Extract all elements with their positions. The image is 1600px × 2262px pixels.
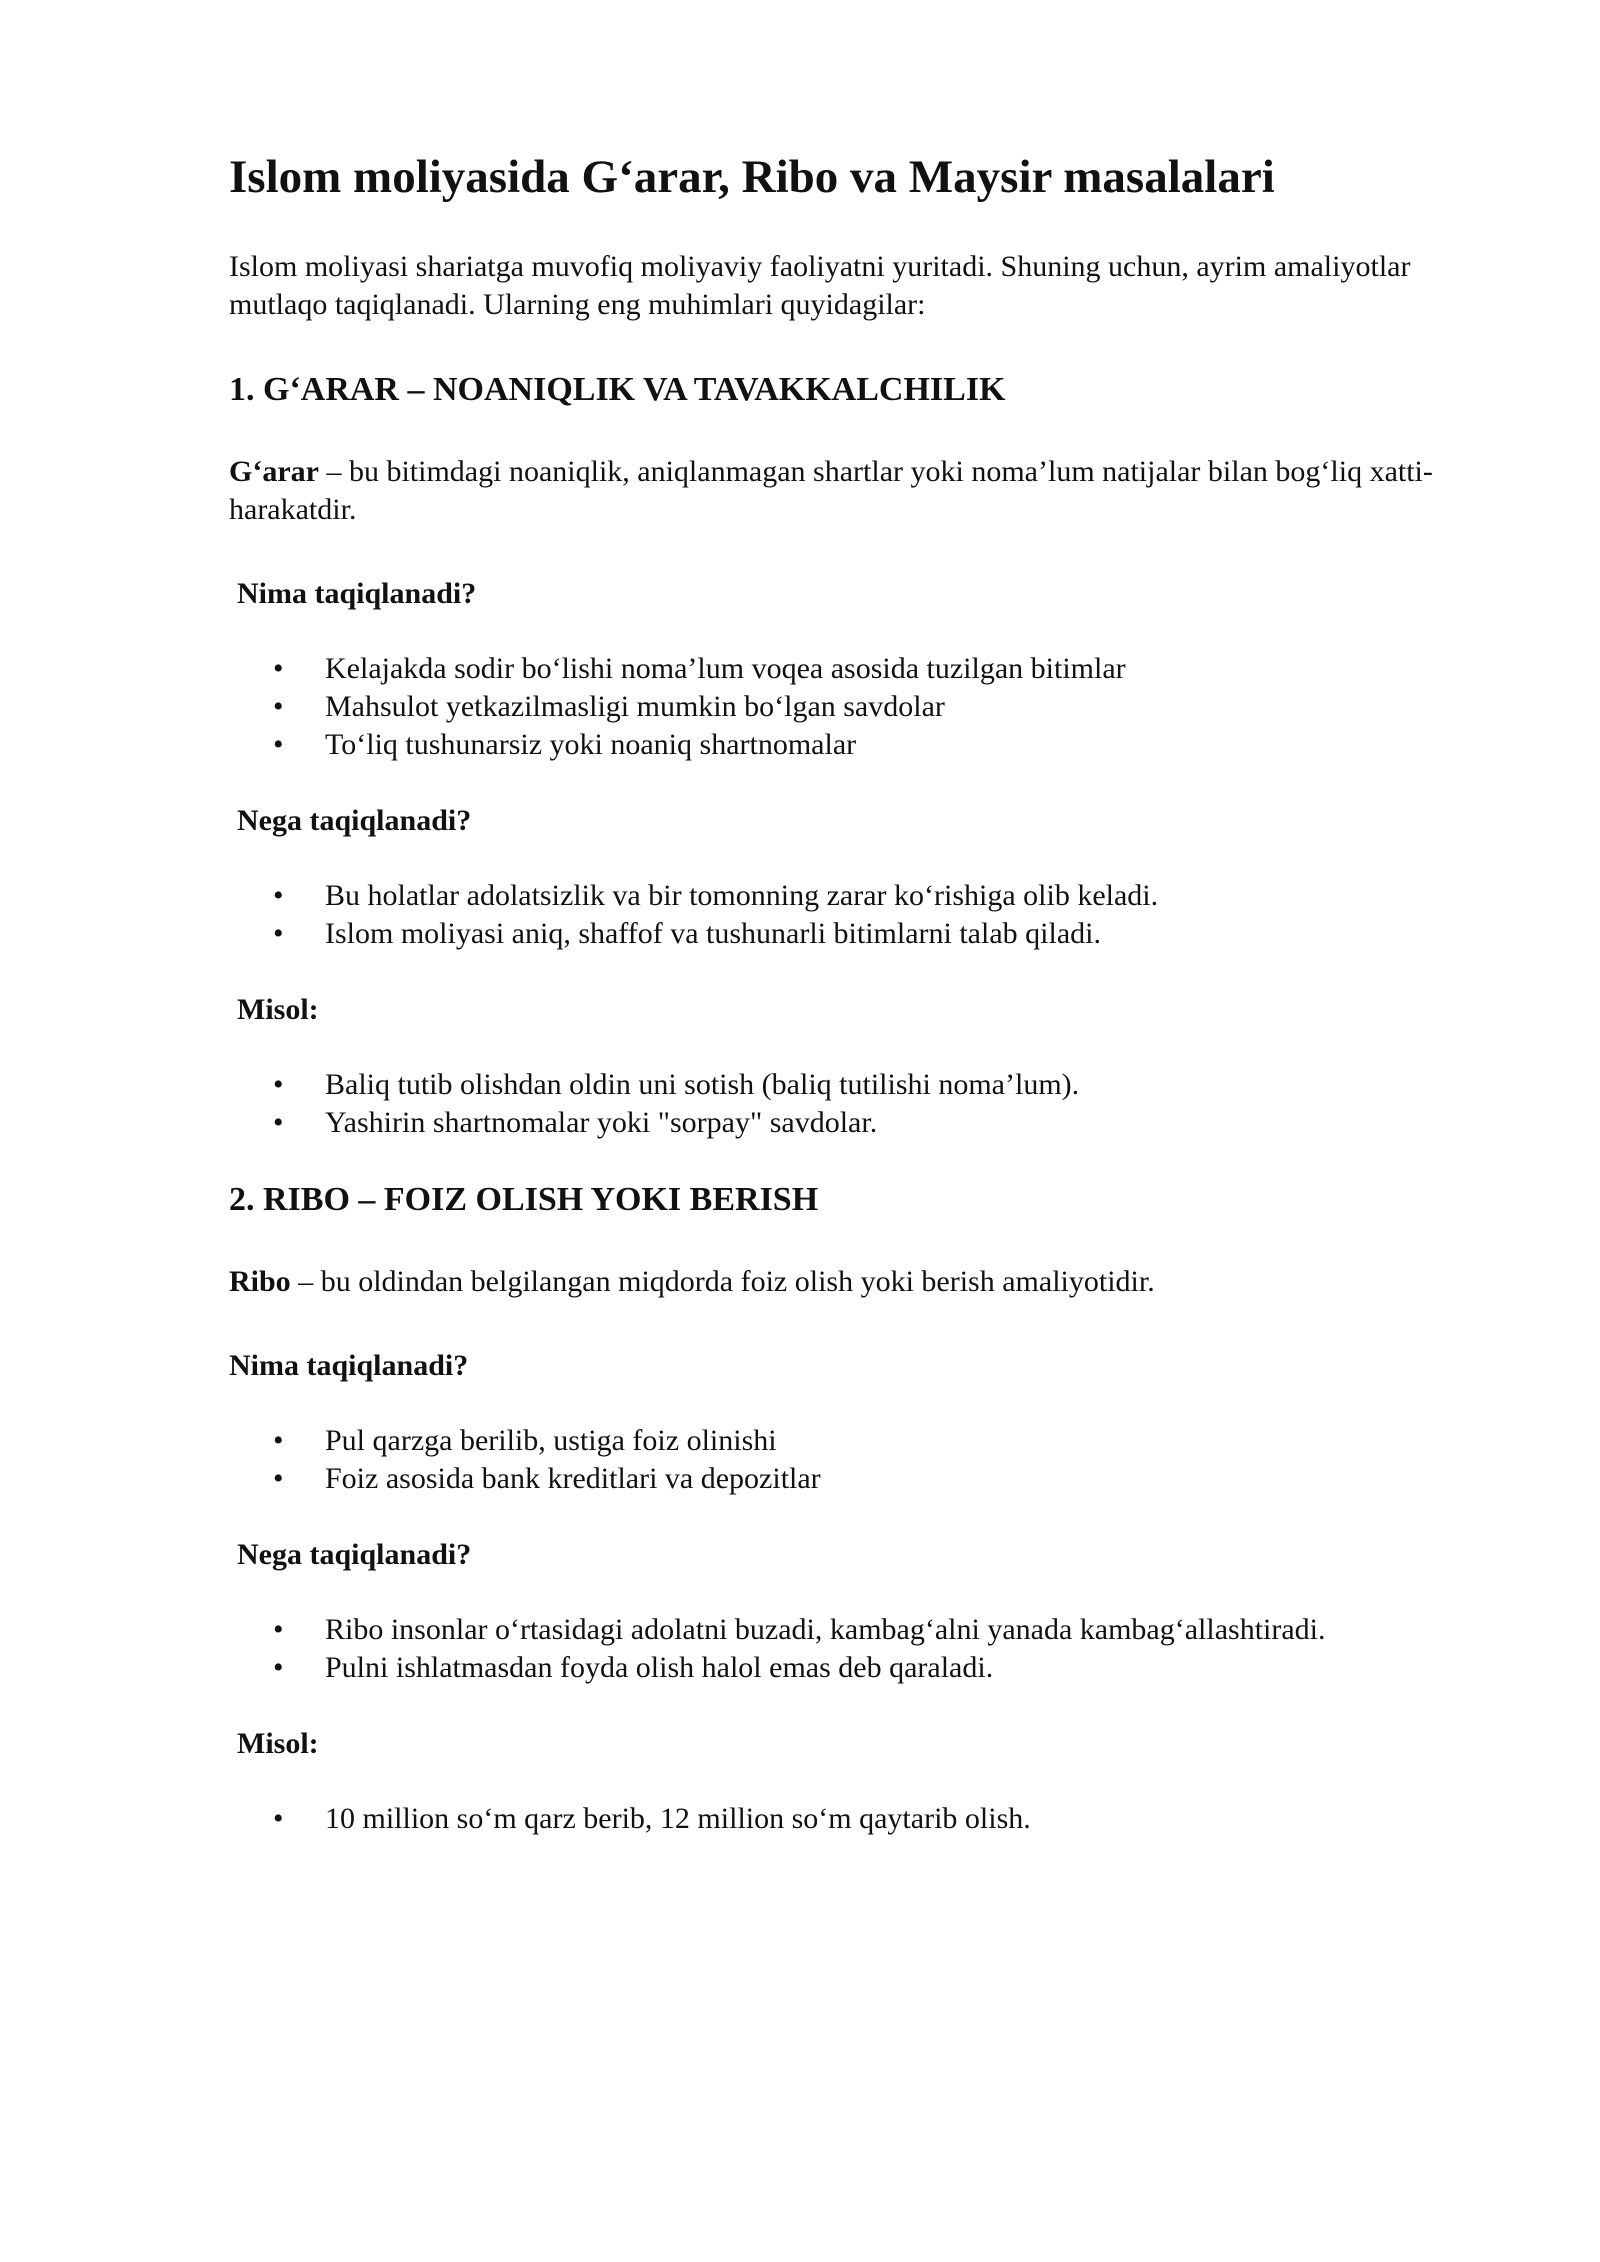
list-item: • Yashirin shartnomalar yoki "sorpay" savdolar. [273, 1105, 878, 1139]
section1-heading: 1. G‘ARAR – NOANIQLIK VA TAVAKKALCHILIK [229, 371, 1006, 409]
section1-what-list [229, 650, 1449, 764]
list-item: • Bu holatlar adolatsizlik va bir tomonning zarar ko‘rishiga olib keladi. [273, 878, 1159, 912]
list-item: • Pul qarzga berilib, ustiga foiz olinishi [273, 1423, 777, 1457]
list-item: • Mahsulot yetkazilmasligi mumkin bo‘lgan savdolar [273, 689, 945, 723]
section2-example-list [229, 1800, 1449, 1838]
section1-what-heading: Nima taqiqlanadi? [237, 576, 477, 610]
section2-definition [229, 1263, 1449, 1301]
section2-definition-text: – bu oldindan belgilangan miqdorda foiz olish yoki berish amaliyotidir. [290, 1264, 1155, 1298]
section2-what-list [229, 1422, 1449, 1498]
list-item: • Foiz asosida bank kreditlari va depozitlar [273, 1461, 821, 1495]
section2-example-heading: Misol: [237, 1726, 319, 1760]
section2-heading: 2. RIBO – FOIZ OLISH YOKI BERISH [229, 1180, 819, 1218]
section2-term: Ribo [229, 1264, 291, 1298]
section1-definition-text: – bu bitimdagi noaniqlik, aniqlanmagan shartlar yoki noma’lum natijalar bilan bog‘liq xatti-harakatdir. [229, 454, 1433, 526]
list-item: • Pulni ishlatmasdan foyda olish halol emas deb qaraladi. [273, 1650, 994, 1684]
section1-why-heading: Nega taqiqlanadi? [237, 803, 472, 837]
list-item: • Kelajakda sodir bo‘lishi noma’lum voqea asosida tuzilgan bitimlar [273, 651, 1126, 685]
section1-example-heading: Misol: [237, 992, 319, 1026]
section1-definition [229, 453, 1449, 529]
list-item: • To‘liq tushunarsiz yoki noaniq shartnomalar [273, 727, 857, 761]
section2-why-heading: Nega taqiqlanadi? [237, 1537, 472, 1571]
intro-paragraph: Islom moliyasi shariatga muvofiq moliyaviy faoliyatni yuritadi. Shuning uchun, ayrim amaliyotlar mutlaqo taqiqlanadi. Ularning eng muhimlari quyidagilar: [229, 250, 1411, 322]
list-item: • Ribo insonlar o‘rtasidagi adolatni buzadi, kambag‘alni yanada kambag‘allashtiradi. [273, 1612, 1326, 1646]
section1-example-list [229, 1066, 1449, 1142]
document-title: Islom moliyasida G‘arar, Ribo va Maysir masalalari [229, 151, 1275, 203]
section2-what-heading: Nima taqiqlanadi? [229, 1348, 469, 1382]
section1-why-list [229, 877, 1449, 953]
list-item: • Islom moliyasi aniq, shaffof va tushunarli bitimlarni talab qiladi. [273, 916, 1101, 950]
list-item: • Baliq tutib olishdan oldin uni sotish (baliq tutilishi noma’lum). [273, 1067, 1080, 1101]
list-item: • 10 million so‘m qarz berib, 12 million so‘m qaytarib olish. [273, 1801, 1031, 1835]
section2-why-list [229, 1611, 1449, 1687]
document-page [229, 150, 1449, 1876]
section1-term: G‘arar [229, 454, 319, 488]
